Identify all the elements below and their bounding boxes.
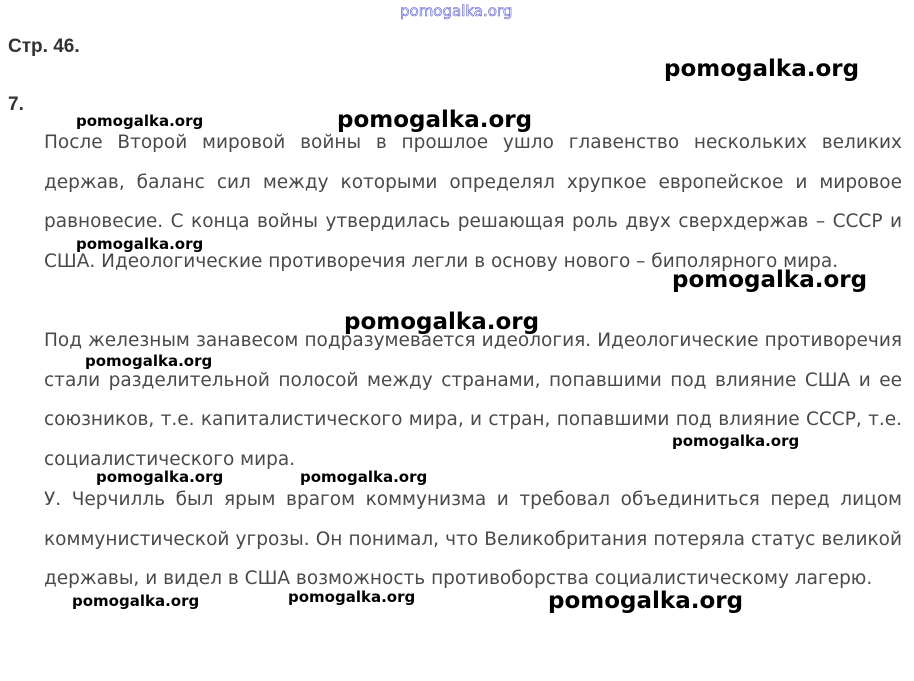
watermark: pomogalka.org [337, 107, 533, 133]
watermark: pomogalka.org [344, 309, 540, 335]
top-watermark: pomogalka.org [400, 2, 513, 20]
watermark: pomogalka.org [672, 432, 800, 450]
watermark: pomogalka.org [672, 267, 868, 293]
watermark: pomogalka.org [72, 592, 200, 610]
watermark: pomogalka.org [76, 235, 204, 253]
watermark: pomogalka.org [288, 588, 416, 606]
watermark: pomogalka.org [96, 468, 224, 486]
paragraph-1: После Второй мировой войны в прошлое ушло главенство нескольких великих держав, баланс сил между которыми определял хрупкое европейское и мировое равновесие. С конца войны утвердилась решающая роль двух сверхдержав – СССР и США. Идеологические противоречия легли в основу нового – биполярного мира. [44, 132, 902, 272]
watermark: pomogalka.org [76, 112, 204, 130]
watermark: pomogalka.org [548, 588, 744, 614]
watermark: pomogalka.org [664, 56, 860, 82]
watermark: pomogalka.org [300, 468, 428, 486]
page-label: Стр. 46. [8, 36, 80, 57]
paragraph-2: Под железным занавесом подразумевается идеология. Идеологические противоречия стали разделительной полосой между странами, попавшими под влияние США и ее союзников, т.е. капиталистического мира, и стран, попавшими под влияние СССР, т.е. социалистического мира. [44, 330, 902, 470]
task-number: 7. [8, 94, 24, 115]
watermark: pomogalka.org [85, 352, 213, 370]
paragraph-3: У. Черчилль был ярым врагом коммунизма и требовал объединиться перед лицом коммунистической угрозы. Он понимал, что Великобритания потеряла статус великой державы, и видел в США возможность противоборства социалистическому лагерю. [44, 489, 902, 589]
